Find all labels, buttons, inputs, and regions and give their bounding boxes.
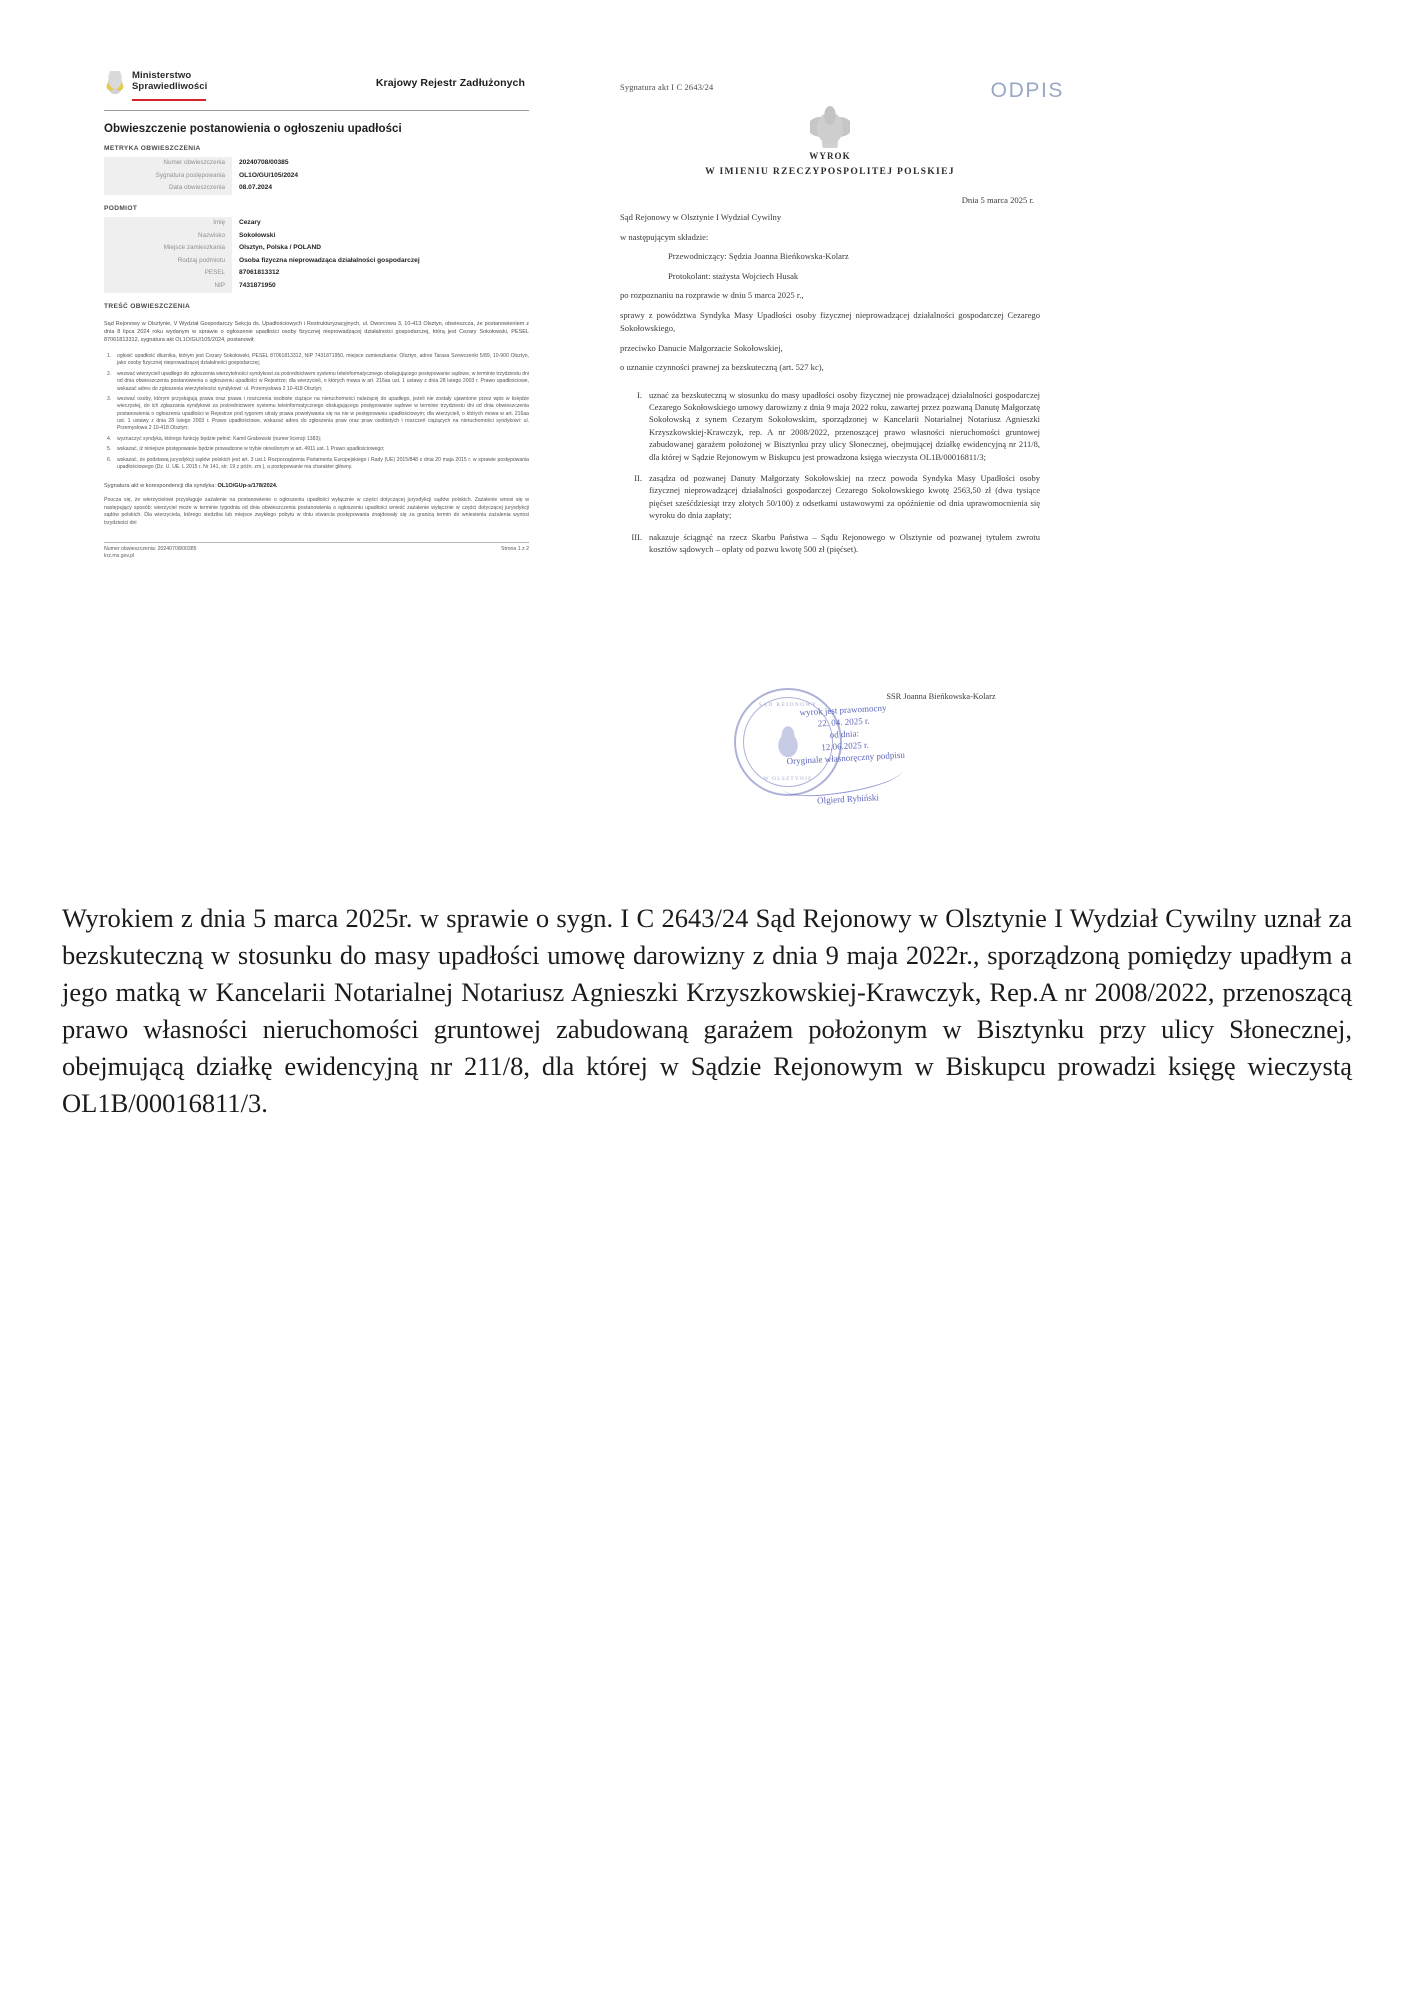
syndic-case-signature: [104, 483, 529, 489]
footer-website: krz.ms.gov.pl: [104, 552, 135, 559]
handwritten-certification-note: Oryginale własnoręczny podpisu: [786, 749, 906, 767]
ministry-branding: [104, 70, 207, 96]
verdict-plaintiff: sprawy z powództwa Syndyka Masy Upadłości osoby fizycznej nieprowadzącej działalności gospodarczej Cezarego Sokołowskiego,: [620, 309, 1040, 333]
field-label: PESEL: [104, 267, 232, 280]
krz-header: [104, 70, 529, 96]
list-item: wezwać osoby, którym przysługują prawa oraz prawa i roszczenia osobiste ciążące na nieruchomości należącej do upadłego, jeżeli nie zostały ujawnione przez wpis w księdze wieczystej, do ich zgłaszania syndykowi za pośrednictwem systemu teleinformatycznego obsługującego postępowanie sądowe w terminie trzydziestu dni od dnia obwieszczenia postanowienia o ogłoszeniu upadłości w Rejestrze pod rygorem utraty prawa powoływania się na nie w postępowaniu upadłościowym; dla wierzycieli, o których mowa w art. 216aa ust. 1 ustawy z dnia 28 lutego 2003 r. Prawo upadłościowe, wskazać adres do zgłoszenia praw oraz praw osobistych i roszczeń ciążących na nieruchomości syndykowi: ul. Przemysłowa 2 10-418 Olsztyn;: [117, 396, 529, 432]
field-label: Numer obwieszczenia: [104, 157, 232, 170]
ruling-text: zasądza od pozwanej Danuty Małgorzaty Sokołowskiej na rzecz powoda Syndyka Masy Upadłości osoby fizycznej nieprowadzącej działalności gospodarczej Cezarego Sokołowskiego kwotę 2563,50 zł (dwa tysiące pięćset sześćdziesiąt trzy złotych 50/100) z odsetkami ustawowymi za opóźnienie od dnia uprawomocnienia się wyroku do dnia zapłaty;: [649, 472, 1040, 521]
polish-coat-of-arms-icon: [810, 104, 850, 148]
section-label-metrics: METRYKA OBWIESZCZENIA: [104, 145, 201, 153]
list-item: [620, 472, 1040, 522]
syndic-case-value: OL1O/GUp-s/178/2024.: [217, 483, 278, 490]
table-row: [104, 230, 529, 243]
section-label-content: TREŚĆ OBWIESZCZENIA: [104, 302, 191, 310]
verdict-chair: Przewodniczący: Sędzia Joanna Bieńkowska-Kolarz: [668, 251, 849, 261]
field-value: 20240708/00385: [239, 159, 289, 167]
ruling-text: nakazuje ściągnąć na rzecz Skarbu Państwa – Sądu Rejonowego w Olsztynie od pozwanej tytułem zwrotu kosztów sądowych – opłaty od pozwu kwotę 500 zł (pięćset).: [649, 531, 1040, 554]
court-verdict-document: [620, 79, 1064, 806]
handwritten-annotations: [755, 699, 935, 810]
field-label: Imię: [104, 217, 232, 230]
table-row: [104, 170, 529, 183]
field-value: Osoba fizyczna nieprowadząca działalności gospodarczej: [239, 256, 420, 264]
verdict-clerk: Protokolant: stażysta Wojciech Husak: [668, 270, 799, 281]
verdict-title: WYROK: [809, 151, 851, 161]
verdict-date: Dnia 5 marca 2025 r.: [961, 195, 1034, 205]
ruling-number: II.: [634, 472, 642, 483]
list-item: wezwać wierzycieli upadłego do zgłoszenia wierzytelności syndykowi za pośrednictwem systemu teleinformatycznego obsługującego postępowanie sądowe, w terminie trzydziestu dni od dnia obwieszczenia postanowienia o ogłoszeniu upadłości w Rejestrze; dla wierzycieli, o których mowa w art. 216aa ust. 1 ustawy z dnia 28 lutego 2003 r. Prawo upadłościowe, wskazać adres do zgłoszenia wierzytelności syndykowi: ul. Przemysłowa 2 10-418 Olsztyn;: [117, 370, 529, 392]
field-value: 87061813312: [239, 269, 280, 277]
handwritten-date-secondary: 12.06.2025 r.: [821, 739, 870, 753]
table-row: [104, 157, 529, 170]
table-row: [104, 182, 529, 195]
handwritten-date-primary: 22. 04. 2025 r.: [817, 715, 870, 729]
field-value: 7431871950: [239, 281, 276, 289]
list-item: [620, 389, 1040, 463]
krz-ruling-points: [104, 353, 529, 471]
table-row: [104, 255, 529, 268]
syndic-case-label: Sygnatura akt w korespondencji dla syndyka:: [104, 483, 216, 490]
section-label-subject: PODMIOT: [104, 204, 138, 212]
subject-table: [104, 217, 529, 293]
stamp-bottom-text: W OLSZTYNIE: [763, 776, 813, 782]
verdict-signature-block: [758, 690, 1036, 806]
ministry-name-line1: Ministerstwo: [132, 70, 192, 81]
verdict-subtitle: W IMIENIU RZECZYPOSPOLITEJ POLSKIEJ: [705, 166, 955, 177]
field-value: Olsztyn, Polska / POLAND: [239, 244, 322, 252]
handwritten-clerk-name: Olgierd Rybiński: [816, 792, 880, 806]
list-item: wskazać, iż niniejsze postępowanie będzie prowadzone w trybie określonym w art. 4911 ust. 1 Prawo upadłościowego;: [117, 446, 385, 453]
list-item: wyznaczyć syndyka, którego funkcję będzie pełnić: Kamil Grabowski (numer licencji 1383);: [117, 435, 322, 442]
ruling-text: uznać za bezskuteczną w stosunku do masy upadłości osoby fizycznej nie prowadzącej działalności gospodarczej Cezarego Sokołowskiego umowy darowizny z dnia 9 maja 2022 roku, zawartej przez pozwaną Danutę Małgorzatę Sokołowską z synem Cezarym Sokołowskim, sporządzonej w Kancelarii Notarialnej Notariusz Agnieszki Krzyszkowskiej-Krawczyk, rep. A nr 2008/2022, przenoszącej prawo własności nieruchomości gruntowej zabudowanej garażem położonej w Bisztynku przy ulicy Słonecznej, obejmującej działkę ewidencyjną nr 211/8, dla której w Sądzie Rejonowym w Biskupcu jest prowadzona księga wieczysta OL1B/00016811/3;: [649, 389, 1040, 462]
handwritten-from-date-label: od dnia:: [829, 728, 860, 740]
field-label: Rodzaj podmiotu: [104, 255, 232, 268]
brand-red-rule: [132, 99, 206, 101]
field-value: Sokołowski: [239, 231, 276, 239]
table-row: [104, 267, 529, 280]
header-divider: [104, 110, 529, 111]
scanned-documents-area: [0, 55, 1414, 806]
footer-divider: [104, 542, 529, 543]
field-label: Sygnatura postępowania: [104, 170, 232, 183]
verdict-rulings: [620, 389, 1040, 556]
metrics-table: [104, 157, 529, 195]
field-value: 08.07.2024: [239, 184, 273, 192]
krz-heading: Obwieszczenie postanowienia o ogłoszeniu upadłości: [104, 123, 402, 136]
polish-eagle-icon: [104, 71, 126, 96]
verdict-hearing-line: po rozpoznaniu na rozprawie w dniu 5 marca 2025 r.,: [620, 290, 804, 300]
field-label: Data obwieszczenia: [104, 182, 232, 195]
table-row: [104, 242, 529, 255]
verdict-composition-label: w następującym składzie:: [620, 231, 709, 242]
footer-announcement-number: Numer obwieszczenia: 20240708/00385: [104, 545, 197, 552]
krz-announcement-document: [104, 70, 529, 710]
verdict-court-name: Sąd Rejonowy w Olsztynie I Wydział Cywilny: [620, 212, 782, 222]
field-value: OL1O/GU/105/2024: [239, 171, 299, 179]
ruling-number: III.: [631, 531, 642, 542]
list-item: wskazać, że podstawą jurysdykcji sądów polskich jest art. 3 ust.1 Rozporządzenia Parlamentu Europejskiego i Rady (UE) 2015/848 z dnia 20 maja 2015 r. w sprawie postępowania upadłościowego (Dz. U. UE. L 2015 r. Nr 141, str. 19 z późn. zm.), a postępowanie ma charakter główny.: [117, 456, 529, 470]
verdict-defendant: przeciwko Danucie Małgorzacie Sokołowskiej,: [620, 342, 783, 353]
stamp-top-text: SĄD REJONOWY: [758, 702, 818, 708]
ruling-number: I.: [637, 389, 642, 400]
odpis-stamp-label: ODPIS: [990, 79, 1064, 102]
handwritten-validity-note: wyrok jest prawomocny: [799, 702, 887, 718]
field-label: Miejsce zamieszkania: [104, 242, 232, 255]
verdict-matter: o uznanie czynności prawnej za bezskuteczną (art. 527 kc),: [620, 362, 824, 372]
field-label: Nazwisko: [104, 230, 232, 243]
krz-footer: [104, 546, 529, 560]
register-title: Krajowy Rejestr Zadłużonych: [375, 77, 525, 89]
ministry-name-line2: Sprawiedliwości: [132, 81, 208, 93]
field-value: Cezary: [239, 218, 261, 226]
krz-intro-paragraph: Sąd Rejonowy w Olsztynie, V Wydział Gospodarczy Sekcja ds. Upadłościowych i Restrukturyzacyjnych, ul. Dworcowa 3, 10-413 Olsztyn, obwieszcza, że postanowieniem z dnia 8 lipca 2024 roku wydanym w sprawie o ogłoszenie upadłości osoby fizycznej nieprowadzącej działalności gospodarczej, którą jest Cezary Sokołowski, PESEL 87061813312, sygnatura akt OL1O/GU/105/2024, postanowił:: [104, 320, 529, 343]
table-row: [104, 217, 529, 230]
list-item: ogłosić upadłość dłużnika, którym jest Cezary Sokołowski, PESEL 87061813312, NIP 7431871950, miejsce zamieszkania: Olsztyn, adres Tarasa Szewczenki 5/89, 10-900 Olsztyn, jako osoby fizycznej nieprowadzącej działalności gospodarczej;: [117, 353, 529, 367]
judge-signature-name: SSR Joanna Bieńkowska-Kolarz: [886, 692, 996, 701]
field-label: NIP: [104, 280, 232, 293]
list-item: [620, 531, 1040, 556]
footer-page-number: Strona 1 z 2: [501, 545, 529, 552]
krz-appeal-note: Poucza się, że wierzycielowi przysługuje zażalenie na postanowienie o ogłoszeniu upadłości wyłącznie w części dotyczącej jurysdykcji sądów polskich. Zażalenie wnosi się w następujący sposób: wierzyciel może w terminie tygodnia od dnia obwieszczenia postanowienia o ogłoszeniu upadłości wnieść zażalenie wyłącznie w części dotyczącej jurysdykcji sądów polskich. Dla wierzyciela, którego siedziba lub miejsce zwykłego pobytu w dniu otwarcia postępowania znajdowały się za granicą termin do wniesienia zażalenia wynosi trzydzieści dni: [104, 497, 529, 527]
verdict-case-number: Sygnatura akt I C 2643/24: [620, 83, 714, 92]
table-row: [104, 280, 529, 293]
verdict-summary-paragraph: Wyrokiem z dnia 5 marca 2025r. w sprawie o sygn. I C 2643/24 Sąd Rejonowy w Olsztynie I Wydział Cywilny uznał za bezskuteczną w stosunku do masy upadłości umowę darowizny z dnia 9 maja 2022r., sporządzoną pomiędzy upadłym a jego matką w Kancelarii Notarialnej Notariusz Agnieszki Krzyszkowskiej-Krawczyk, Rep.A nr 2008/2022, przenoszącą prawo własności nieruchomości gruntowej zabudowaną garażem położonym w Bisztynku przy ulicy Słonecznej, obejmującą działkę ewidencyjną nr 211/8, dla której w Sądzie Rejonowym w Biskupcu prowadzi księgę wieczystą OL1B/00016811/3.: [62, 903, 1352, 1118]
